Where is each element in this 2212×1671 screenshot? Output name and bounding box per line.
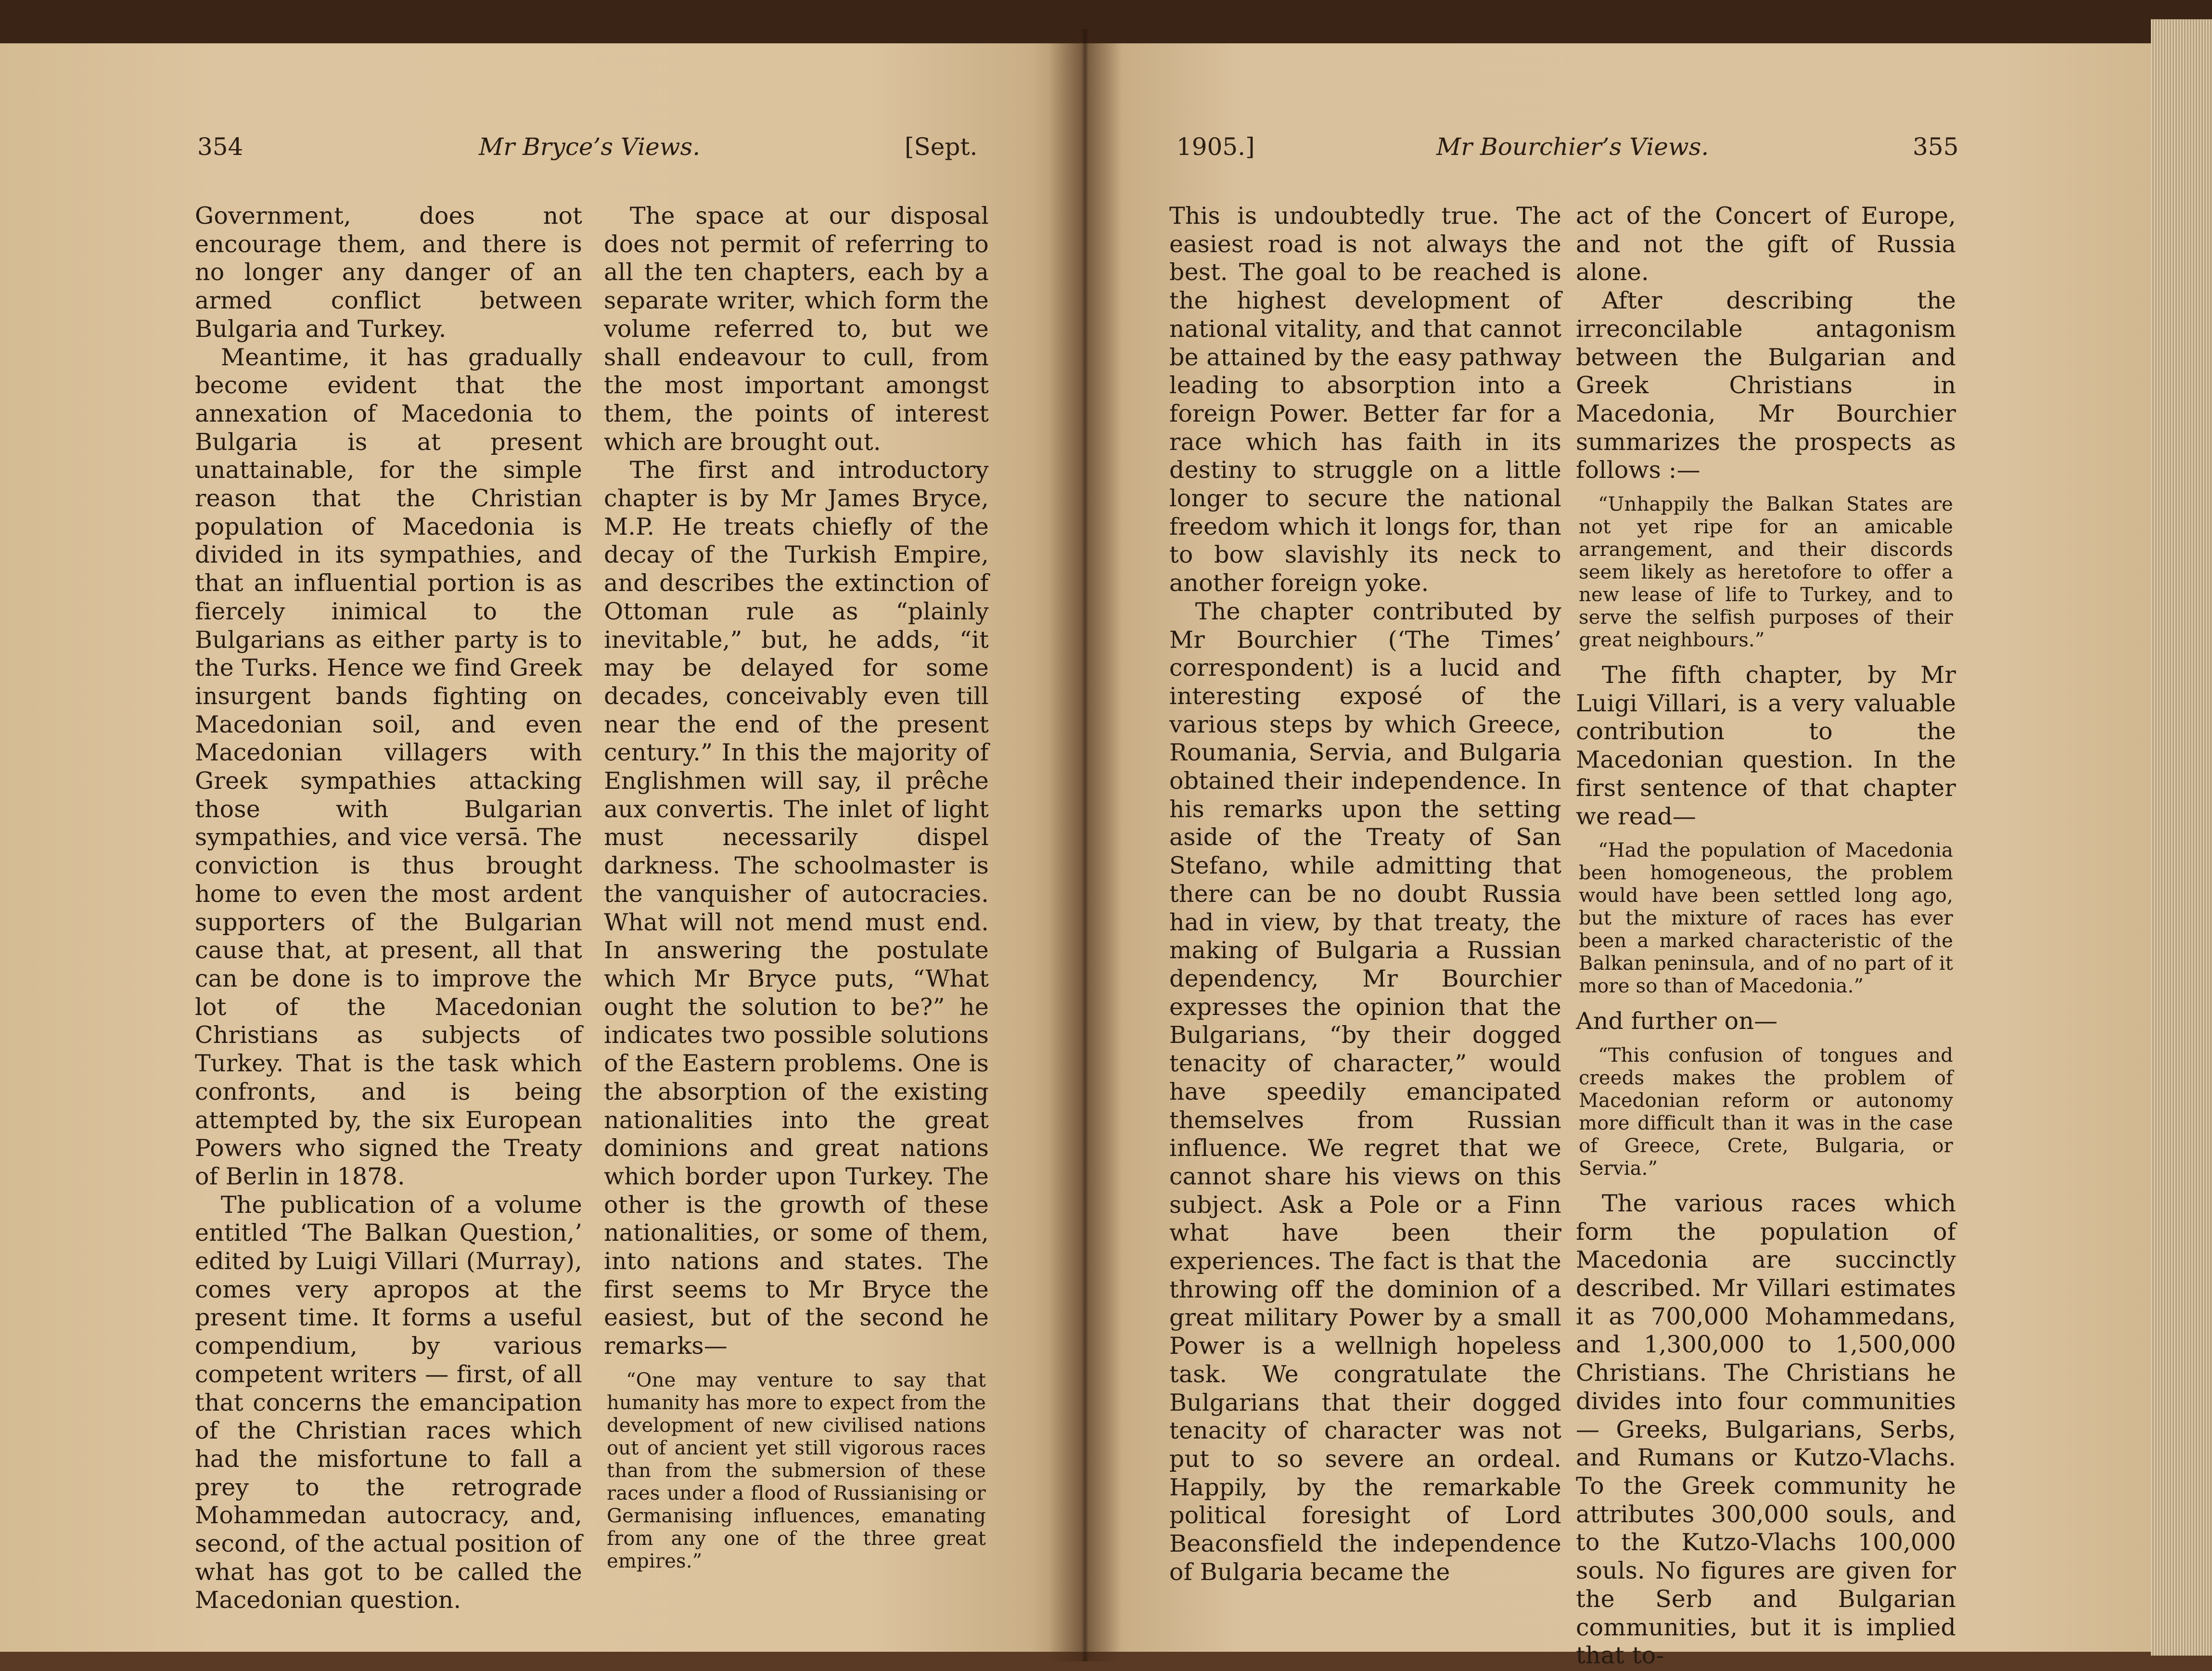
villari-quote-2-text: “This confusion of tongues and creeds makes the problem of Macedonian reform or autonomy more difficult than it was in the case of Greece, Crete, Bulgaria, or Servia.” xyxy=(1579,1044,1953,1180)
left-col1-paragraph: Government, does not encourage them, and there is no longer any danger of an armed conflict between Bulgaria and Turkey. xyxy=(195,202,582,343)
races-paragraph: The various races which form the population of Macedonia are succinctly described. Mr Villari estimates it as 700,000 Mohammedans, and 1,300,000 to 1,500,000 Christians. The Christians he divides into four communities — Greeks, Bulgarians, Serbs, and Rumans or Kutzo-Vlachs. To the Greek community he attributes 300,000 souls, and to the Kutzo-Vlachs 100,000 souls. No figures are given for the Serb and Bulgarian communities, but it is implied that to- xyxy=(1576,1189,1956,1670)
left-col2-paragraph: The space at our disposal does not permit of referring to all the ten chapters, each by a separate writer, which form the volume referred to, but we shall endeavour to cull, from the most important amongst them, the points of interest which are brought out. xyxy=(604,202,989,456)
villari-quote-1-text: “Had the population of Macedonia been homogeneous, the problem would have been settled long ago, but the mixture of races has ever been a marked characteristic of the Balkan peninsula, and of no part of it more so than of Macedonia.” xyxy=(1579,839,1953,998)
villari-quote-1 xyxy=(1576,839,1956,998)
bryce-quote-text: “One may venture to say that humanity has more to expect from the development of new civilised nations out of ancient yet still vigorous races than from the submersion of these races under a flood of Russianising or Germanising influences, emanating from any one of the three great empires.” xyxy=(607,1369,986,1572)
villari-paragraph: The fifth chapter, by Mr Luigi Villari, is a very valuable contribution to the Macedonian question. In the first sentence of that chapter we read— xyxy=(1576,661,1956,830)
bourchier-summary-paragraph: After describing the irreconcilable antagonism between the Bulgarian and Greek Christians in Macedonia, Mr Bourchier summarizes the prospects as follows :— xyxy=(1576,287,1956,484)
bourchier-quote xyxy=(1576,493,1956,652)
right-column-1 xyxy=(1169,202,1561,1586)
further-on-line: And further on— xyxy=(1576,1007,1778,1035)
right-col1-paragraph: This is undoubtedly true. The easiest road is not always the best. The goal to be reached is the highest development of national vitality, and that cannot be attained by the easy pathway leading to absorption into a foreign Power. Better far for a race which has faith in its destiny to struggle on a little longer to secure the national freedom which it longs for, than to bow slavishly its neck to another foreign yoke. xyxy=(1169,202,1561,597)
left-col1-paragraph: Meantime, it has gradually become evident that the annexation of Macedonia to Bulgaria is at present unattainable, for the simple reason that the Christian population of Macedonia is divided in its sympathies, and that an influential portion is as fiercely inimical to the Bulgarians as either party is to the Turks. Hence we find Greek insurgent bands fighting on Macedonian soil, and even Macedonian villagers with Greek sympathies attacking those with Bulgarian sympathies, and vice versā. The conviction is thus brought home to even the most ardent supporters of the Bulgarian cause that, at present, all that can be done is to improve the lot of the Macedonian Christians as subjects of Turkey. That is the task which confronts, and is being attempted by, the six European Powers who signed the Treaty of Berlin in 1878. xyxy=(195,343,582,1190)
left-running-head xyxy=(0,120,1085,173)
left-running-title: Mr Bryce’s Views. xyxy=(479,133,701,161)
right-page xyxy=(1080,43,2161,1670)
left-page xyxy=(0,43,1085,1652)
right-date-mark: 1905.] xyxy=(1176,133,1255,161)
right-page-number: 355 xyxy=(1913,133,1959,161)
right-column-2 xyxy=(1576,202,1956,1670)
right-col1-paragraph: The chapter contributed by Mr Bourchier (‘The Times’ correspondent) is a lucid and interesting exposé of the various steps by which Greece, Roumania, Servia, and Bulgaria obtained their independence. In his remarks upon the setting aside of the Treaty of San Stefano, while admitting that there can be no doubt Russia had in view, by that treaty, the making of Bulgaria a Russian dependency, Mr Bourchier expresses the opinion that the Bulgarians, “by their dogged tenacity of character,” would have speedily emancipated themselves from Russian influence. We regret that we cannot share his views on this subject. Ask a Pole or a Finn what have been their experiences. The fact is that the throwing off the dominion of a great military Power by a small Power is a wellnigh hopeless task. We congratulate the Bulgarians that their dogged tenacity of character was not put to so severe an ordeal. Happily, by the remarkable political foresight of Lord Beaconsfield the independence of Bulgaria became the xyxy=(1169,597,1561,1586)
left-col1-paragraph: The publication of a volume entitled ‘The Balkan Question,’ edited by Luigi Villari (Murray), comes very apropos at the present time. It forms a useful compendium, by various competent writers — first, of all that concerns the emancipation of the Christian races which had the misfortune to fall a prey to the retrograde Mohammedan autocracy, and, second, of the actual position of what has got to be called the Macedonian question. xyxy=(195,1191,582,1614)
book-gutter xyxy=(1049,29,1121,1661)
right-running-title: Mr Bourchier’s Views. xyxy=(1436,133,1709,161)
concert-paragraph: act of the Concert of Europe, and not the gift of Russia alone. xyxy=(1576,202,1956,286)
left-column-1 xyxy=(195,202,582,1615)
bryce-quote xyxy=(604,1369,989,1573)
bourchier-quote-text: “Unhappily the Balkan States are not yet ripe for an amicable arrangement, and their discords seem likely as heretofore to offer a new lease of life to Turkey, and to serve the selfish purposes of their great neighbours.” xyxy=(1579,493,1953,652)
right-running-head xyxy=(1080,120,2161,173)
page-fore-edge xyxy=(2151,19,2212,1656)
left-col2-paragraph: The first and introductory chapter is by Mr James Bryce, M.P. He treats chiefly of the decay of the Turkish Empire, and describes the extinction of Ottoman rule as “plainly inevitable,” but, he adds, “it may be delayed for some decades, conceivably even till near the end of the present century.” In this the majority of Englishmen will say, il prêche aux convertis. The inlet of light must necessarily dispel darkness. The schoolmaster is the vanquisher of autocracies. What will not mend must end. In answering the postulate which Mr Bryce puts, “What ought the solution to be?” he indicates two possible solutions of the Eastern problems. One is the absorption of the existing nationalities into the great dominions and great nations which border upon Turkey. The other is the growth of these nationalities, or some of them, into nations and states. The first seems to Mr Bryce the easiest, but of the second he remarks— xyxy=(604,456,989,1360)
left-page-number: 354 xyxy=(197,133,243,161)
left-column-2-text xyxy=(604,202,989,1361)
left-date-mark: [Sept. xyxy=(905,133,978,161)
villari-quote-2 xyxy=(1576,1044,1956,1180)
left-column-2 xyxy=(604,202,989,1582)
